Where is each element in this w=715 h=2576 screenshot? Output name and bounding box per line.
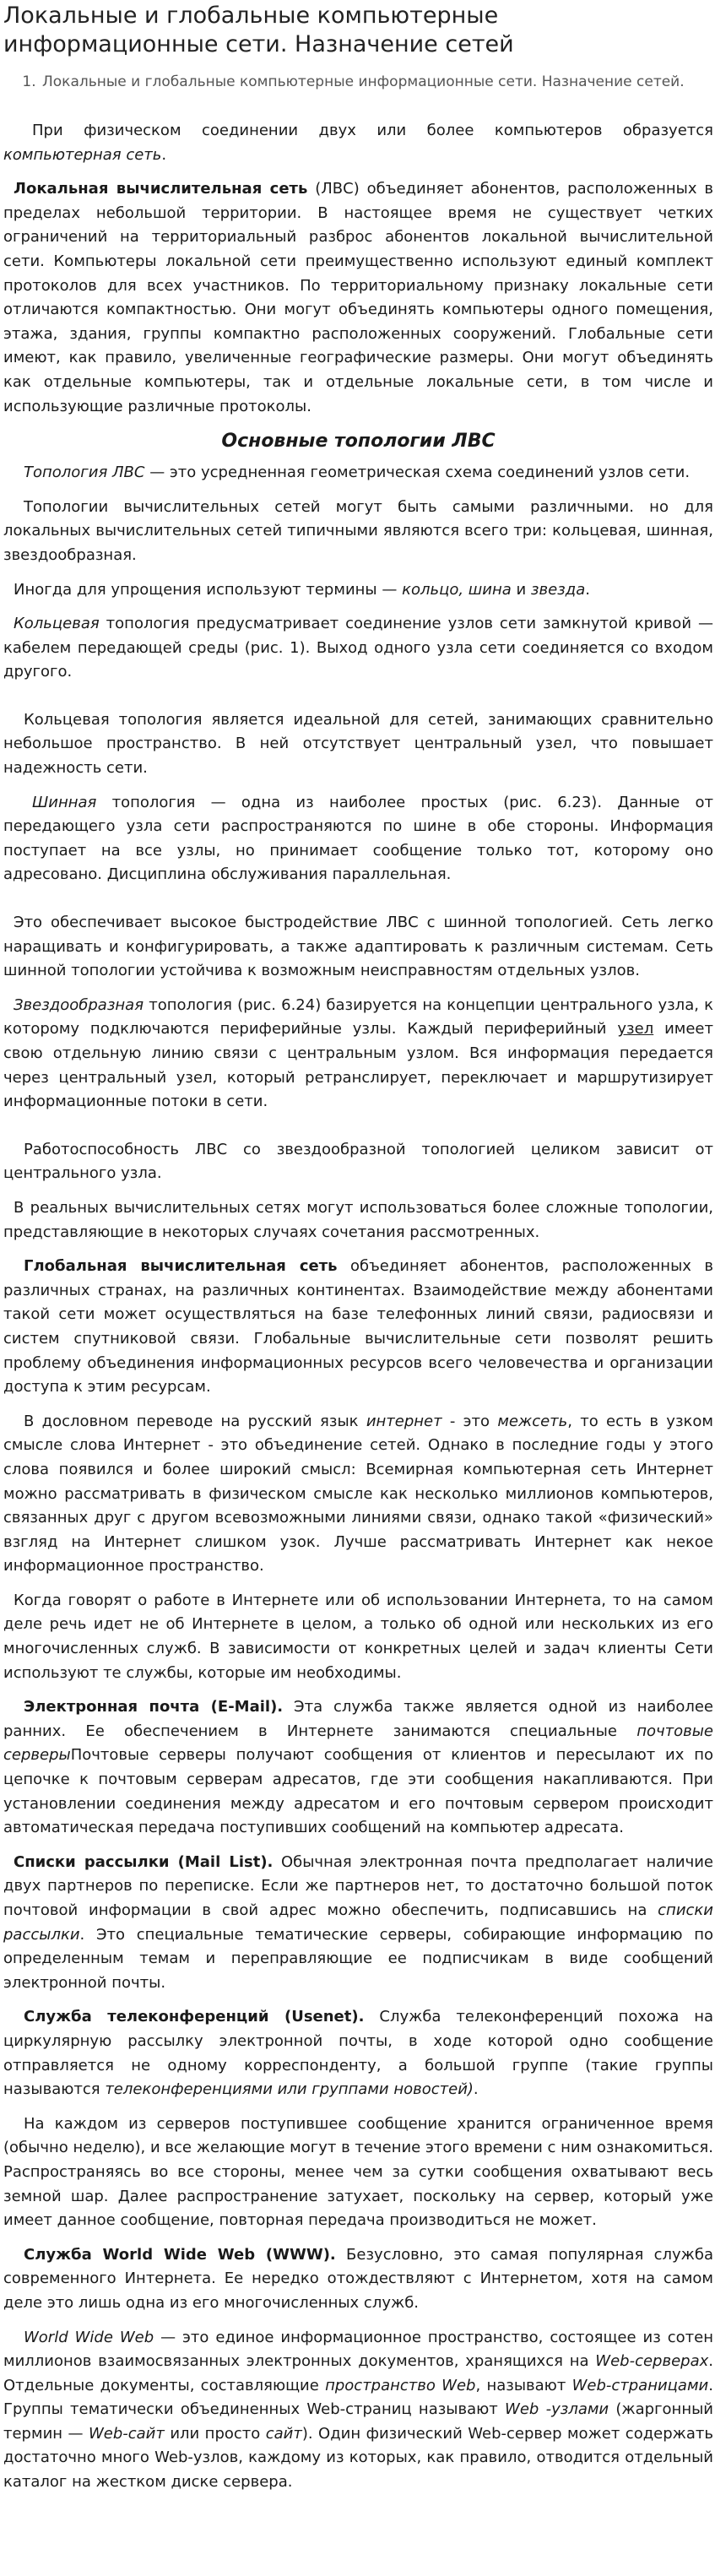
paragraph-internet: В дословном переводе на русский язык интернет - это межсеть, то есть в узком смысле слова Интернет - это объединение сетей. Однако в последние годы у этого слова появился и более широкий смысл: Всемирная компьютерная сеть Интернет можно рассматривать в физическом смысле как несколько миллионов компьютеров, связанных друг с другом всевозможными линиями связи, однако такой «физический» взгляд на Интернет слишком узок. Лучше рассматривать Интернет как некое информационное пространство. — [3, 1412, 713, 1575]
paragraph-bus: Шинная топология — одна из наиболее простых (рис. 6.23). Данные от передающего узла сети распространяются по шине в обе стороны. Информация поступает на все узлы, но принимает сообщение только тот, которому оно адресовано. Дисциплина обслуживания параллельная. — [3, 793, 713, 884]
paragraph-lan: Локальная вычислительная сеть (ЛВС) объединяет абонентов, расположенных в пределах небольшой территории. В настоящее время не существует четких ограничений на территориальный разброс абонентов локальной вычислительной сети. Компьютеры локальной сети преимущественно используют единый комплект протоколов для всех участников. По территориальному признаку локальные сети отличаются компактностью. Они могут объединять компьютеры одного помещения, этажа, здания, группы компактно расположенных сооружений. Глобальные сети имеют, как правило, увеличенные географические размеры. Они могут объединять как отдельные компьютеры, так и отдельные локальные сети, в том числе и использующие различные протоколы. — [3, 180, 713, 415]
toc-item[interactable]: 1. Локальные и глобальные компьютерные информационные сети. Назначение сетей. — [41, 71, 713, 94]
paragraph-usenet: Служба телеконференций (Usenet). Служба телеконференций похожа на циркулярную рассылку электронной почты, в ходе которой одно сообщение отправляется не одному корреспонденту, а большой группе (такие группы называются телеконференциями или группами новостей). — [3, 2008, 713, 2099]
paragraph-terms: Иногда для упрощения используют термины — кольцо, шина и звезда. — [14, 580, 590, 599]
paragraph-ring-ideal: Кольцевая топология является идеальной для сетей, занимающих сравнительно небольшое пространство. В ней отсутствует центральный узел, что повышает надежность сети. — [3, 710, 713, 778]
document-page — [0, 2, 715, 2495]
paragraph-complex-topologies: В реальных вычислительных сетях могут использоваться более сложные топологии, представляющие в некоторых случаях сочетания рассмотренных. — [3, 1198, 713, 1241]
paragraph-star-dependency: Работоспособность ЛВС со звездообразной топологией целиком зависит от центрального узла. — [3, 1140, 713, 1183]
paragraph-mail-list: Списки рассылки (Mail List). Обычная электронная почта предполагает наличие двух партнеров по переписке. Если же партнеров нет, то достаточно большой поток почтовой информации в свой адрес можно обеспечить, подписавшись на списки рассылки. Это специальные тематические серверы, собирающие информацию по определенным темам и переправляющие ее подписчикам в виде сообщений электронной почты. — [3, 1852, 713, 1992]
paragraph-intro: При физическом соединении двух или более компьютеров образуется компьютерная сеть. — [3, 122, 713, 164]
paragraph-ring: Кольцевая топология предусматривает соединение узлов сети замкнутой кривой — кабелем передающей среды (рис. 1). Выход одного узла сети соединяется со входом другого. — [3, 615, 713, 681]
paragraph-star: Звездообразная топология (рис. 6.24) базируется на концепции центрального узла, к которому подключаются периферийные узлы. Каждый периферийный узел имеет свою отдельную линию связи с центральным узлом. Вся информация передается через центральный узел, который ретранслирует, переключает и маршрутизирует информационные потоки в сети. — [3, 995, 713, 1111]
paragraph-email: Электронная почта (E-Mail). Эта служба также является одной из наиболее ранних. Ее обеспечением в Интернете занимаются специальные почтовые серверыПочтовые серверы получают сообщения от клиентов и пересылают их по цепочке к почтовым серверам адресатов, где эти сообщения накапливаются. При установлении соединения между адресатом и его почтовым сервером происходит автоматическая передача поступивших сообщений на компьютер адресата. — [3, 1698, 713, 1837]
paragraph-topology-def: Топология ЛВС — это усредненная геометрическая схема соединений узлов сети. — [24, 464, 691, 482]
node-link[interactable]: узел — [617, 1020, 654, 1039]
paragraph-usenet-storage: На каждом из серверов поступившее сообщение хранится ограниченное время (обычно неделю), и все желающие могут в течение этого времени с ним ознакомиться. Распространяясь во все стороны, менее чем за сутки сообщения охватывают весь земной шар. Далее распространение затухает, поскольку на сервер, который уже имеет данное сообщение, повторная передача производиться не может. — [3, 2114, 713, 2230]
paragraph-topology-types: Топологии вычислительных сетей могут быть самыми различными. но для локальных вычислительных сетей типичными являются всего три: кольцевая, шинная, звездообразная. — [3, 497, 713, 564]
paragraph-www-definition: World Wide Web — это единое информационное пространство, состоящее из сотен миллионов взаимосвязанных электронных документов, хранящихся на Web-серверах. Отдельные документы, составляющие пространство Web, называют Web-страницами. Группы тематически объединенных Web-страниц называют Web -узлами (жаргонный термин — Web-сайт или просто сайт). Один физический Web-сервер может содержать достаточно много Web-узлов, каждому из которых, как правило, отводится отдельный каталог на жестком диске сервера. — [3, 2328, 714, 2492]
table-of-contents — [3, 71, 713, 94]
page-title: Локальные и глобальные компьютерные информационные сети. Назначение сетей — [3, 3, 514, 57]
paragraph-bus-performance: Это обеспечивает высокое быстродействие ЛВС с шинной топологией. Сеть легко наращивать и конфигурировать, а также адаптировать к различным системам. Сеть шинной топологии устойчива к возможным неисправностям отдельных узлов. — [3, 914, 713, 980]
section-heading: Основные топологии ЛВС — [221, 431, 496, 453]
paragraph-internet-services: Когда говорят о работе в Интернете или об использовании Интернета, то на самом деле речь идет не об Интернете в целом, а только об одной или нескольких из его многочисленных служб. В зависимости от конкретных целей и задач клиенты Сети используют те службы, которые им необходимы. — [3, 1591, 713, 1682]
paragraph-www: Служба World Wide Web (WWW). Безусловно, это самая популярная служба современного Интернета. Ее нередко отождествляют с Интернетом, хотя на самом деле это лишь одна из его многочисленных служб. — [3, 2245, 713, 2312]
paragraph-wan: Глобальная вычислительная сеть объединяет абонентов, расположенных в различных странах, на различных континентах. Взаимодействие между абонентами такой сети может осуществляться на базе телефонных линий связи, радиосвязи и систем спутниковой связи. Глобальные вычислительные сети позволят решить проблему объединения информационных ресурсов всего человечества и организации доступа к этим ресурсам. — [3, 1257, 713, 1396]
